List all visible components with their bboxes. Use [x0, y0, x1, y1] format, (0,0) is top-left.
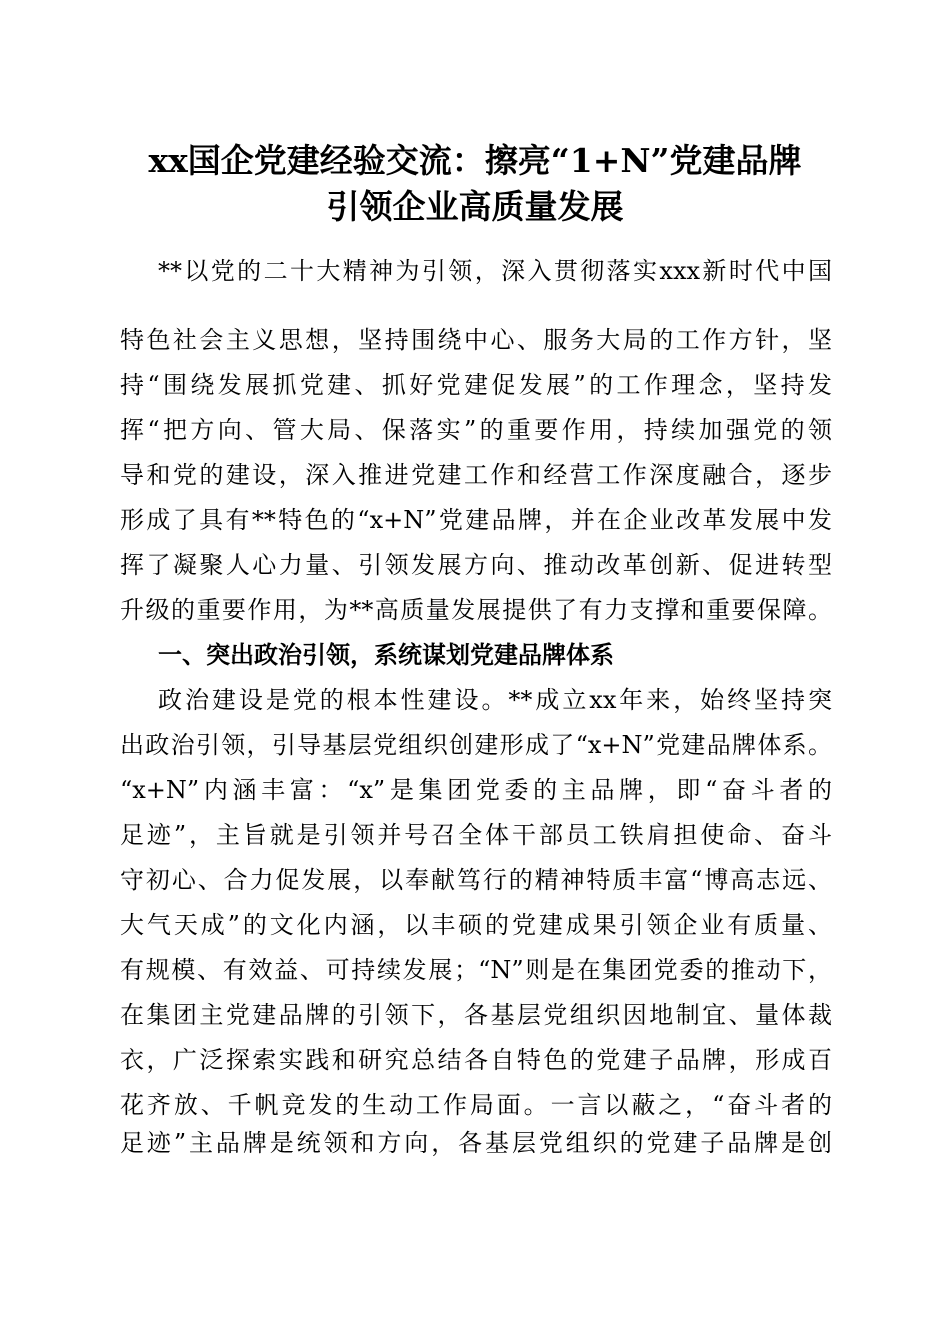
paragraph-line: **以党的二十大精神为引领，深入贯彻落实xxx新时代中国 — [158, 257, 832, 285]
document-title-line-2: 引领企业高质量发展 — [326, 187, 624, 226]
paragraph-line: 守初心、合力促发展，以奉献笃行的精神特质丰富“博高志远、 — [120, 866, 832, 894]
paragraph-line: 挥“把方向、管大局、保落实”的重要作用，持续加强党的领 — [120, 416, 832, 444]
paragraph-line: “x+N”内涵丰富：“x”是集团党委的主品牌，即“奋斗者的 — [120, 776, 832, 804]
paragraph-line: 足迹”，主旨就是引领并号召全体干部员工铁肩担使命、奋斗 — [120, 821, 832, 849]
paragraph-line: 足迹”主品牌是统领和方向，各基层党组织的党建子品牌是创 — [120, 1129, 832, 1157]
paragraph-line: 花齐放、千帆竞发的生动工作局面。一言以蔽之，“奋斗者的 — [120, 1091, 832, 1119]
paragraph-line: 在集团主党建品牌的引领下，各基层党组织因地制宜、量体裁 — [120, 1001, 832, 1029]
paragraph-line: 大气天成”的文化内涵，以丰硕的党建成果引领企业有质量、 — [120, 911, 832, 939]
section-heading: 一、突出政治引领，系统谋划党建品牌体系 — [158, 641, 614, 669]
paragraph-line: 政治建设是党的根本性建设。**成立xx年来，始终坚持突 — [158, 686, 832, 714]
document-title-line-1: xx国企党建经验交流：擦亮“1+N”党建品牌 — [148, 141, 802, 180]
paragraph-line: 有规模、有效益、可持续发展；“N”则是在集团党委的推动下， — [120, 956, 832, 984]
paragraph-line: 持“围绕发展抓党建、抓好党建促发展”的工作理念，坚持发 — [120, 371, 832, 399]
paragraph-line: 升级的重要作用，为**高质量发展提供了有力支撑和重要保障。 — [120, 596, 832, 624]
paragraph-line: 挥了凝聚人心力量、引领发展方向、推动改革创新、促进转型 — [120, 551, 832, 579]
paragraph-line: 特色社会主义思想，坚持围绕中心、服务大局的工作方针，坚 — [120, 326, 832, 354]
paragraph-line: 导和党的建设，深入推进党建工作和经营工作深度融合，逐步 — [120, 461, 832, 489]
paragraph-line: 衣，广泛探索实践和研究总结各自特色的党建子品牌，形成百 — [120, 1046, 832, 1074]
paragraph-line: 出政治引领，引导基层党组织创建形成了“x+N”党建品牌体系。 — [120, 731, 832, 759]
paragraph-line: 形成了具有**特色的“x+N”党建品牌，并在企业改革发展中发 — [120, 506, 832, 534]
